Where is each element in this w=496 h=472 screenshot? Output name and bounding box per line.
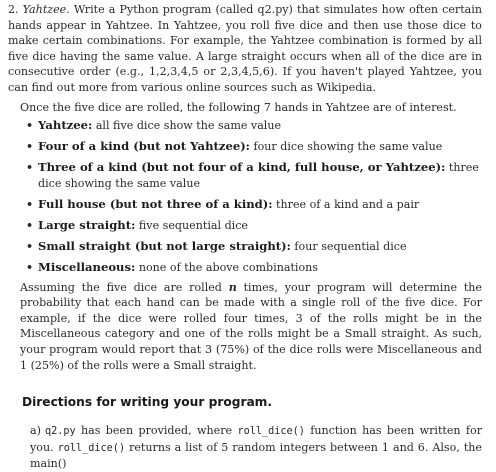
hand-name: Three of a kind (but not four of a kind, full house, or Yahtzee): <box>38 160 446 175</box>
hand-desc: all five dice show the same value <box>92 119 282 133</box>
hands-lead: Once the five dice are rolled, the following 7 hands in Yahtzee are of interest. <box>20 100 457 114</box>
list-item <box>38 260 482 276</box>
variable-n: n <box>228 280 237 294</box>
list-item <box>38 197 482 213</box>
directions-heading: Directions for writing your program. <box>22 395 273 410</box>
hand-desc: three of a kind and a pair <box>272 197 420 211</box>
code-function: roll_dice() <box>237 426 305 438</box>
direction-item-a <box>30 423 482 472</box>
question-intro <box>8 2 482 96</box>
hand-desc: five sequential dice <box>135 218 248 232</box>
dir-text: has been provided, where <box>75 424 238 438</box>
hand-name: Large straight: <box>38 217 136 232</box>
assume-post: times, your program will determine the probability that each hand can be made with a single roll of the five dice. For example, if the dice were rolled four times, 3 of the rolls might be in the Miscellaneous category and one of the rolls might be a Small straight. As such, your program would report that 3 (75%) of the dice rolls were Miscellaneous and 1 (25%) of the rolls were a Small straight. <box>20 280 482 372</box>
dir-text: function has been written for you. <box>30 424 482 454</box>
hand-name: Miscellaneous: <box>38 259 136 274</box>
hand-desc: four dice showing the same value <box>249 140 443 154</box>
hand-name: Four of a kind (but not Yahtzee): <box>38 139 250 154</box>
dir-text: returns a list of 5 random integers between 1 and 6. Also, the main() <box>30 440 482 471</box>
code-function: roll_dice() <box>57 442 126 454</box>
list-item <box>38 239 482 255</box>
hand-name: Full house (but not three of a kind): <box>38 196 273 211</box>
list-item <box>38 160 482 191</box>
list-item <box>38 139 482 155</box>
code-filename: q2.py <box>44 426 76 438</box>
list-item <box>38 218 482 234</box>
assume-pre: Assuming the five dice are rolled <box>20 280 229 294</box>
list-item <box>38 118 482 134</box>
hand-desc: three dice showing the same value <box>38 161 479 190</box>
assumption-paragraph <box>8 280 482 374</box>
hand-desc: none of the above combinations <box>135 260 318 274</box>
item-label: a) <box>30 424 41 438</box>
hands-list <box>8 118 482 275</box>
question-topic: Yahtzee. <box>22 3 70 16</box>
hand-name: Small straight (but not large straight): <box>38 238 291 253</box>
hand-desc: four sequential dice <box>290 239 407 253</box>
hand-name: Yahtzee: <box>38 118 93 133</box>
question-number: 2. <box>8 3 19 16</box>
question-intro-text: Write a Python program (called q2.py) that simulates how often certain hands appear in Yahtzee. In Yahtzee, you roll five dice and then use those dice to make certain combinations. For example, the Yahtzee combination is formed by all five dice having the same value. A large straight occurs when all of the dice are in consecutive order (e.g., 1,2,3,4,5 or 2,3,4,5,6). If you haven't played Yahtzee, you can find out more from various online sources such as Wikipedia. <box>8 3 482 94</box>
